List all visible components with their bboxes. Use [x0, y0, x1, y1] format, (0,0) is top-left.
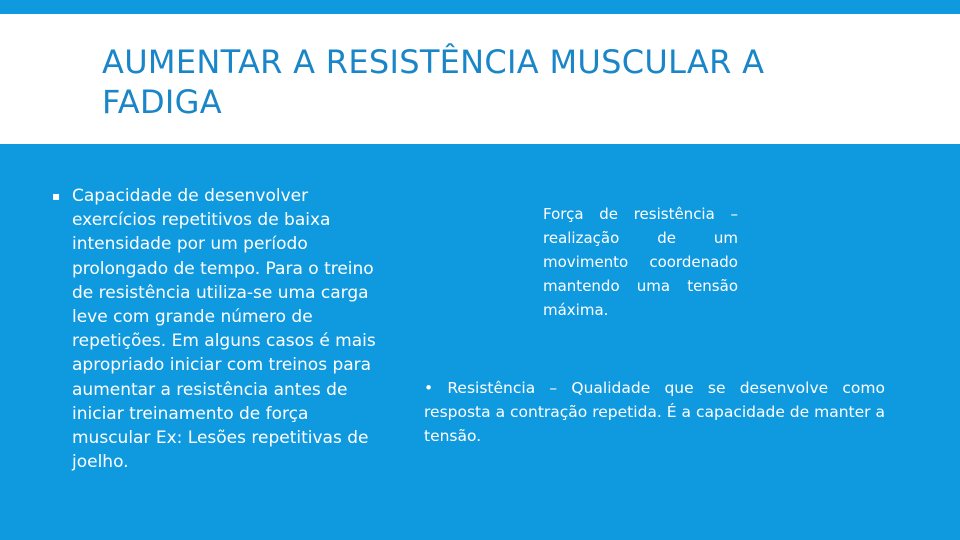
bullet-marker: ▪ [52, 189, 61, 203]
left-bullet-block [50, 184, 380, 474]
resistance-definition-text: • Resistência – Qualidade que se desenvolve como resposta a contração repetida. É a capacidade de manter a tensão. [424, 379, 885, 445]
left-bullet-text: Capacidade de desenvolver exercícios repetitivos de baixa intensidade por um período prolongado de tempo. Para o treino de resistência utiliza-se uma carga leve com grande número de repetições. Em alguns casos é mais apropriado iniciar com treinos para aumentar a resistência antes de iniciar treinamento de força muscular Ex: Lesões repetitivas de joelho. [72, 186, 376, 473]
slide-title: AUMENTAR A RESISTÊNCIA MUSCULAR A FADIGA [102, 43, 765, 121]
strength-endurance-text: Força de resistência – realização de um movimento coordenado mantendo uma tensão máxima. [543, 205, 738, 319]
